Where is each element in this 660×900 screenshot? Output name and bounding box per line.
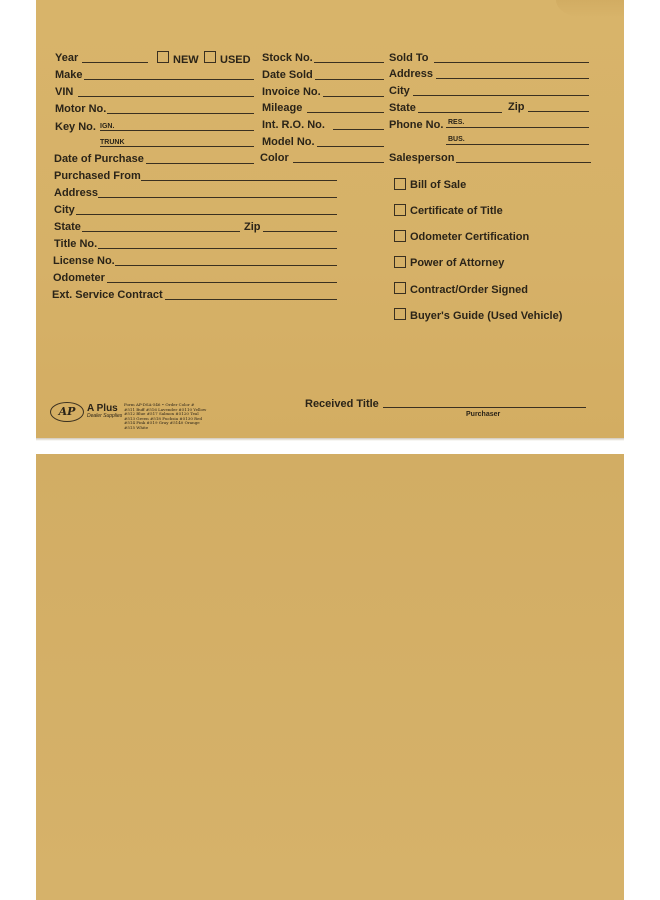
line-phone-bus[interactable] — [446, 144, 589, 145]
checkbox-buyers-guide[interactable] — [394, 308, 406, 320]
line-received-title[interactable] — [383, 407, 586, 408]
checkbox-power-of-attorney[interactable] — [394, 256, 406, 268]
checkbox-bill-of-sale[interactable] — [394, 178, 406, 190]
line-date-sold[interactable] — [315, 79, 384, 80]
checkbox-certificate-of-title[interactable] — [394, 204, 406, 216]
label-int-ro: Int. R.O. No. — [262, 119, 325, 131]
label-buyers-guide: Buyer's Guide (Used Vehicle) — [410, 310, 563, 322]
label-power-of-attorney: Power of Attorney — [410, 257, 505, 269]
label-odometer-certification: Odometer Certification — [410, 231, 530, 243]
line-address-right[interactable] — [436, 78, 589, 79]
label-received-title: Received Title — [305, 398, 379, 410]
line-title-no[interactable] — [98, 248, 337, 249]
line-stock[interactable] — [314, 62, 384, 63]
line-color[interactable] — [293, 162, 384, 163]
label-date-purchase: Date of Purchase — [54, 153, 144, 165]
label-mileage: Mileage — [262, 102, 303, 114]
label-purchased-from: Purchased From — [54, 170, 141, 182]
form-order-codes — [124, 403, 224, 431]
label-key: Key No. — [55, 121, 96, 133]
line-city-right[interactable] — [413, 95, 589, 96]
ap-logo: AP — [50, 402, 84, 422]
line-state-right[interactable] — [418, 112, 502, 113]
label-new: NEW — [173, 54, 199, 66]
label-date-sold: Date Sold — [262, 69, 313, 81]
label-res: RES. — [448, 119, 465, 126]
label-vin: VIN — [55, 86, 74, 98]
label-title-no: Title No. — [54, 238, 98, 250]
label-ext-service: Ext. Service Contract — [52, 289, 163, 301]
label-invoice: Invoice No. — [262, 86, 321, 98]
label-sold-to: Sold To — [389, 52, 429, 64]
line-address-left[interactable] — [98, 197, 337, 198]
label-color: Color — [260, 152, 289, 164]
label-bill-of-sale: Bill of Sale — [410, 179, 467, 191]
form-code-line: #513 Green #518 Fuchsia #5130 Red — [124, 415, 203, 421]
label-state-right: State — [389, 102, 416, 114]
label-city-right: City — [389, 85, 410, 97]
line-purchased-from[interactable] — [141, 180, 337, 181]
label-salesperson: Salesperson — [389, 152, 455, 164]
line-license[interactable] — [115, 265, 337, 266]
line-phone-res[interactable] — [446, 127, 589, 128]
label-zip-left: Zip — [244, 221, 261, 233]
line-ext-service[interactable] — [165, 299, 337, 300]
line-make[interactable] — [84, 79, 254, 80]
label-city-left: City — [54, 204, 75, 216]
label-bus: BUS. — [448, 136, 465, 143]
label-address-right: Address — [389, 68, 434, 80]
line-zip-right[interactable] — [528, 111, 589, 112]
label-stock: Stock No. — [262, 52, 313, 64]
brand-name: A Plus — [87, 403, 118, 414]
line-model[interactable] — [317, 146, 384, 147]
envelope-back-panel — [36, 454, 624, 900]
label-odometer: Odometer — [53, 272, 105, 284]
line-odometer[interactable] — [107, 282, 337, 283]
line-key-trunk[interactable] — [100, 146, 254, 147]
line-year[interactable] — [82, 62, 148, 63]
label-trunk: TRUNK — [100, 139, 125, 146]
label-make: Make — [55, 69, 83, 81]
label-address-left: Address — [54, 187, 99, 199]
label-zip-right: Zip — [508, 101, 525, 113]
form-code-line: #512 Blue #517 Salmon #5120 Teal — [124, 411, 199, 417]
line-mileage[interactable] — [307, 112, 384, 113]
brand-subtitle: Dealer Supplies — [87, 413, 123, 419]
line-int-ro[interactable] — [333, 129, 384, 130]
form-code-line: #511 Buff #516 Lavender #5110 Yellow — [124, 406, 207, 412]
line-motor[interactable] — [107, 113, 254, 114]
form-code-line: #514 Pink #519 Gray #5140 Orange — [124, 420, 200, 426]
label-contract-order-signed: Contract/Order Signed — [410, 284, 528, 296]
envelope-front-panel — [36, 0, 624, 438]
form-code-line: #515 White — [124, 424, 149, 430]
label-ign: IGN. — [100, 123, 115, 130]
form-code-line: Form AP-DSA-546 • Order Color # — [124, 402, 195, 407]
line-key-ign[interactable] — [100, 130, 254, 131]
line-salesperson[interactable] — [456, 162, 591, 163]
checkbox-odometer-certification[interactable] — [394, 230, 406, 242]
line-city-left[interactable] — [76, 214, 337, 215]
line-invoice[interactable] — [323, 96, 384, 97]
label-year: Year — [55, 52, 79, 64]
checkbox-contract-order-signed[interactable] — [394, 282, 406, 294]
line-date-purchase[interactable] — [146, 163, 254, 164]
line-state-left[interactable] — [82, 231, 240, 232]
checkbox-used[interactable] — [204, 51, 216, 63]
label-license: License No. — [53, 255, 115, 267]
label-model: Model No. — [262, 136, 315, 148]
checkbox-new[interactable] — [157, 51, 169, 63]
label-used: USED — [220, 54, 251, 66]
label-phone: Phone No. — [389, 119, 444, 131]
label-state-left: State — [54, 221, 81, 233]
label-certificate-of-title: Certificate of Title — [410, 205, 503, 217]
label-motor: Motor No. — [55, 103, 107, 115]
label-purchaser: Purchaser — [466, 411, 501, 418]
line-vin[interactable] — [78, 96, 254, 97]
line-sold-to[interactable] — [434, 62, 589, 63]
line-zip-left[interactable] — [263, 231, 337, 232]
